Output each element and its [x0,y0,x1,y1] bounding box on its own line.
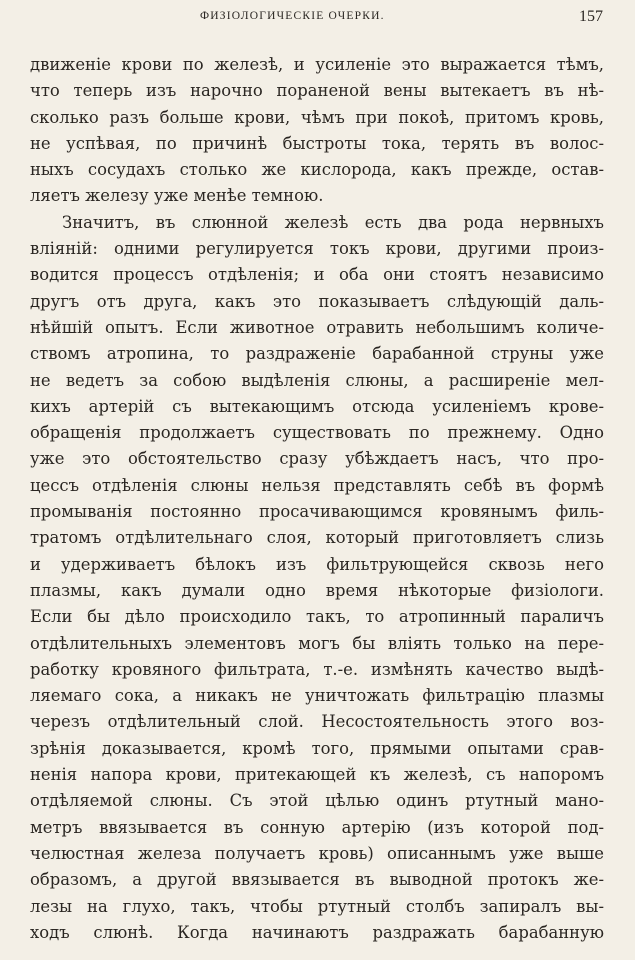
body-text [30,52,604,946]
text-line: ляемаго сока, а никакъ не уничтожать фильтрацію плазмы [30,686,604,706]
page-header [30,8,605,28]
text-line: водится процессъ отдѣленія; и оба они стоятъ независимо [30,265,604,285]
text-line: отдѣляемой слюны. Съ этой цѣлью одинъ ртутный мано- [30,791,604,811]
text-line: Если бы дѣло происходило такъ, то атропинный параличъ [30,607,604,627]
text-line: ныхъ сосудахъ столько же кислорода, какъ прежде, остав- [30,160,604,180]
text-line: ходъ слюнѣ. Когда начинаютъ раздражать барабанную [30,922,604,942]
text-line: уже это обстоятельство сразу убѣждаетъ насъ, что про- [30,449,604,469]
text-line: сколько разъ больше крови, чѣмъ при покоѣ, притомъ кровь, [30,107,604,127]
text-line: обращенія продолжаетъ существовать по прежнему. Одно [30,423,604,443]
text-line: ненія напора крови, притекающей къ железѣ, съ напоромъ [30,765,604,785]
text-line: нѣйшій опытъ. Если животное отравить небольшимъ количе- [30,317,604,337]
text-line: движеніе крови по железѣ, и усиленіе это выражается тѣмъ, [30,55,604,74]
text-line: ствомъ атропина, то раздраженіе барабанной струны уже [30,344,604,364]
text-line: вліяній: одними регулируется токъ крови, другими произ- [30,239,604,259]
text-line: метръ ввязывается въ сонную артерію (изъ которой под- [30,817,604,837]
running-head: ФИЗІОЛОГИЧЕСКІЕ ОЧЕРКИ. [200,10,385,22]
text-line: тратомъ отдѣлительнаго слоя, который приготовляетъ слизь [30,528,604,548]
text-line: промыванія постоянно просачивающимся кровянымъ филь- [30,502,604,522]
text-line: что теперь изъ нарочно пораненой вены вытекаетъ въ нѣ- [30,81,604,101]
text-line: плазмы, какъ думали одно время нѣкоторые физіологи. [30,580,604,600]
text-line: лезы на глухо, такъ, чтобы ртутный столбъ запиралъ вы- [30,896,604,916]
text-line: ляетъ железу уже менѣе темною. [30,186,324,206]
text-line: не успѣвая, по причинѣ быстроты тока, терять въ волос- [30,133,604,153]
text-line: отдѣлительныхъ элементовъ могъ бы вліять только на пере- [30,633,604,653]
text-line: образомъ, а другой ввязывается въ выводной протокъ же- [30,870,604,890]
text-line: работку кровяного фильтрата, т.-е. измѣнять качество выдѣ- [30,659,604,679]
text-line: другъ отъ друга, какъ это показываетъ слѣдующій даль- [30,291,604,311]
text-line: цессъ отдѣленія слюны нельзя представлять себѣ въ формѣ [30,475,604,495]
text-line: Значитъ, въ слюнной железѣ есть два рода нервныхъ [62,212,604,232]
page-number: 157 [579,8,603,25]
text-line: не ведетъ за собою выдѣленія слюны, а расширеніе мел- [30,370,604,390]
text-line: и удерживаетъ бѣлокъ изъ фильтрующейся сквозь него [30,554,604,574]
text-line: кихъ артерій съ вытекающимъ отсюда усиленіемъ крове- [30,396,604,416]
text-line: зрѣнія доказывается, кромѣ того, прямыми опытами срав- [30,738,604,758]
text-line: челюстная железа получаетъ кровь) описаннымъ уже выше [30,843,604,863]
text-line: черезъ отдѣлительный слой. Несостоятельность этого воз- [30,712,604,732]
